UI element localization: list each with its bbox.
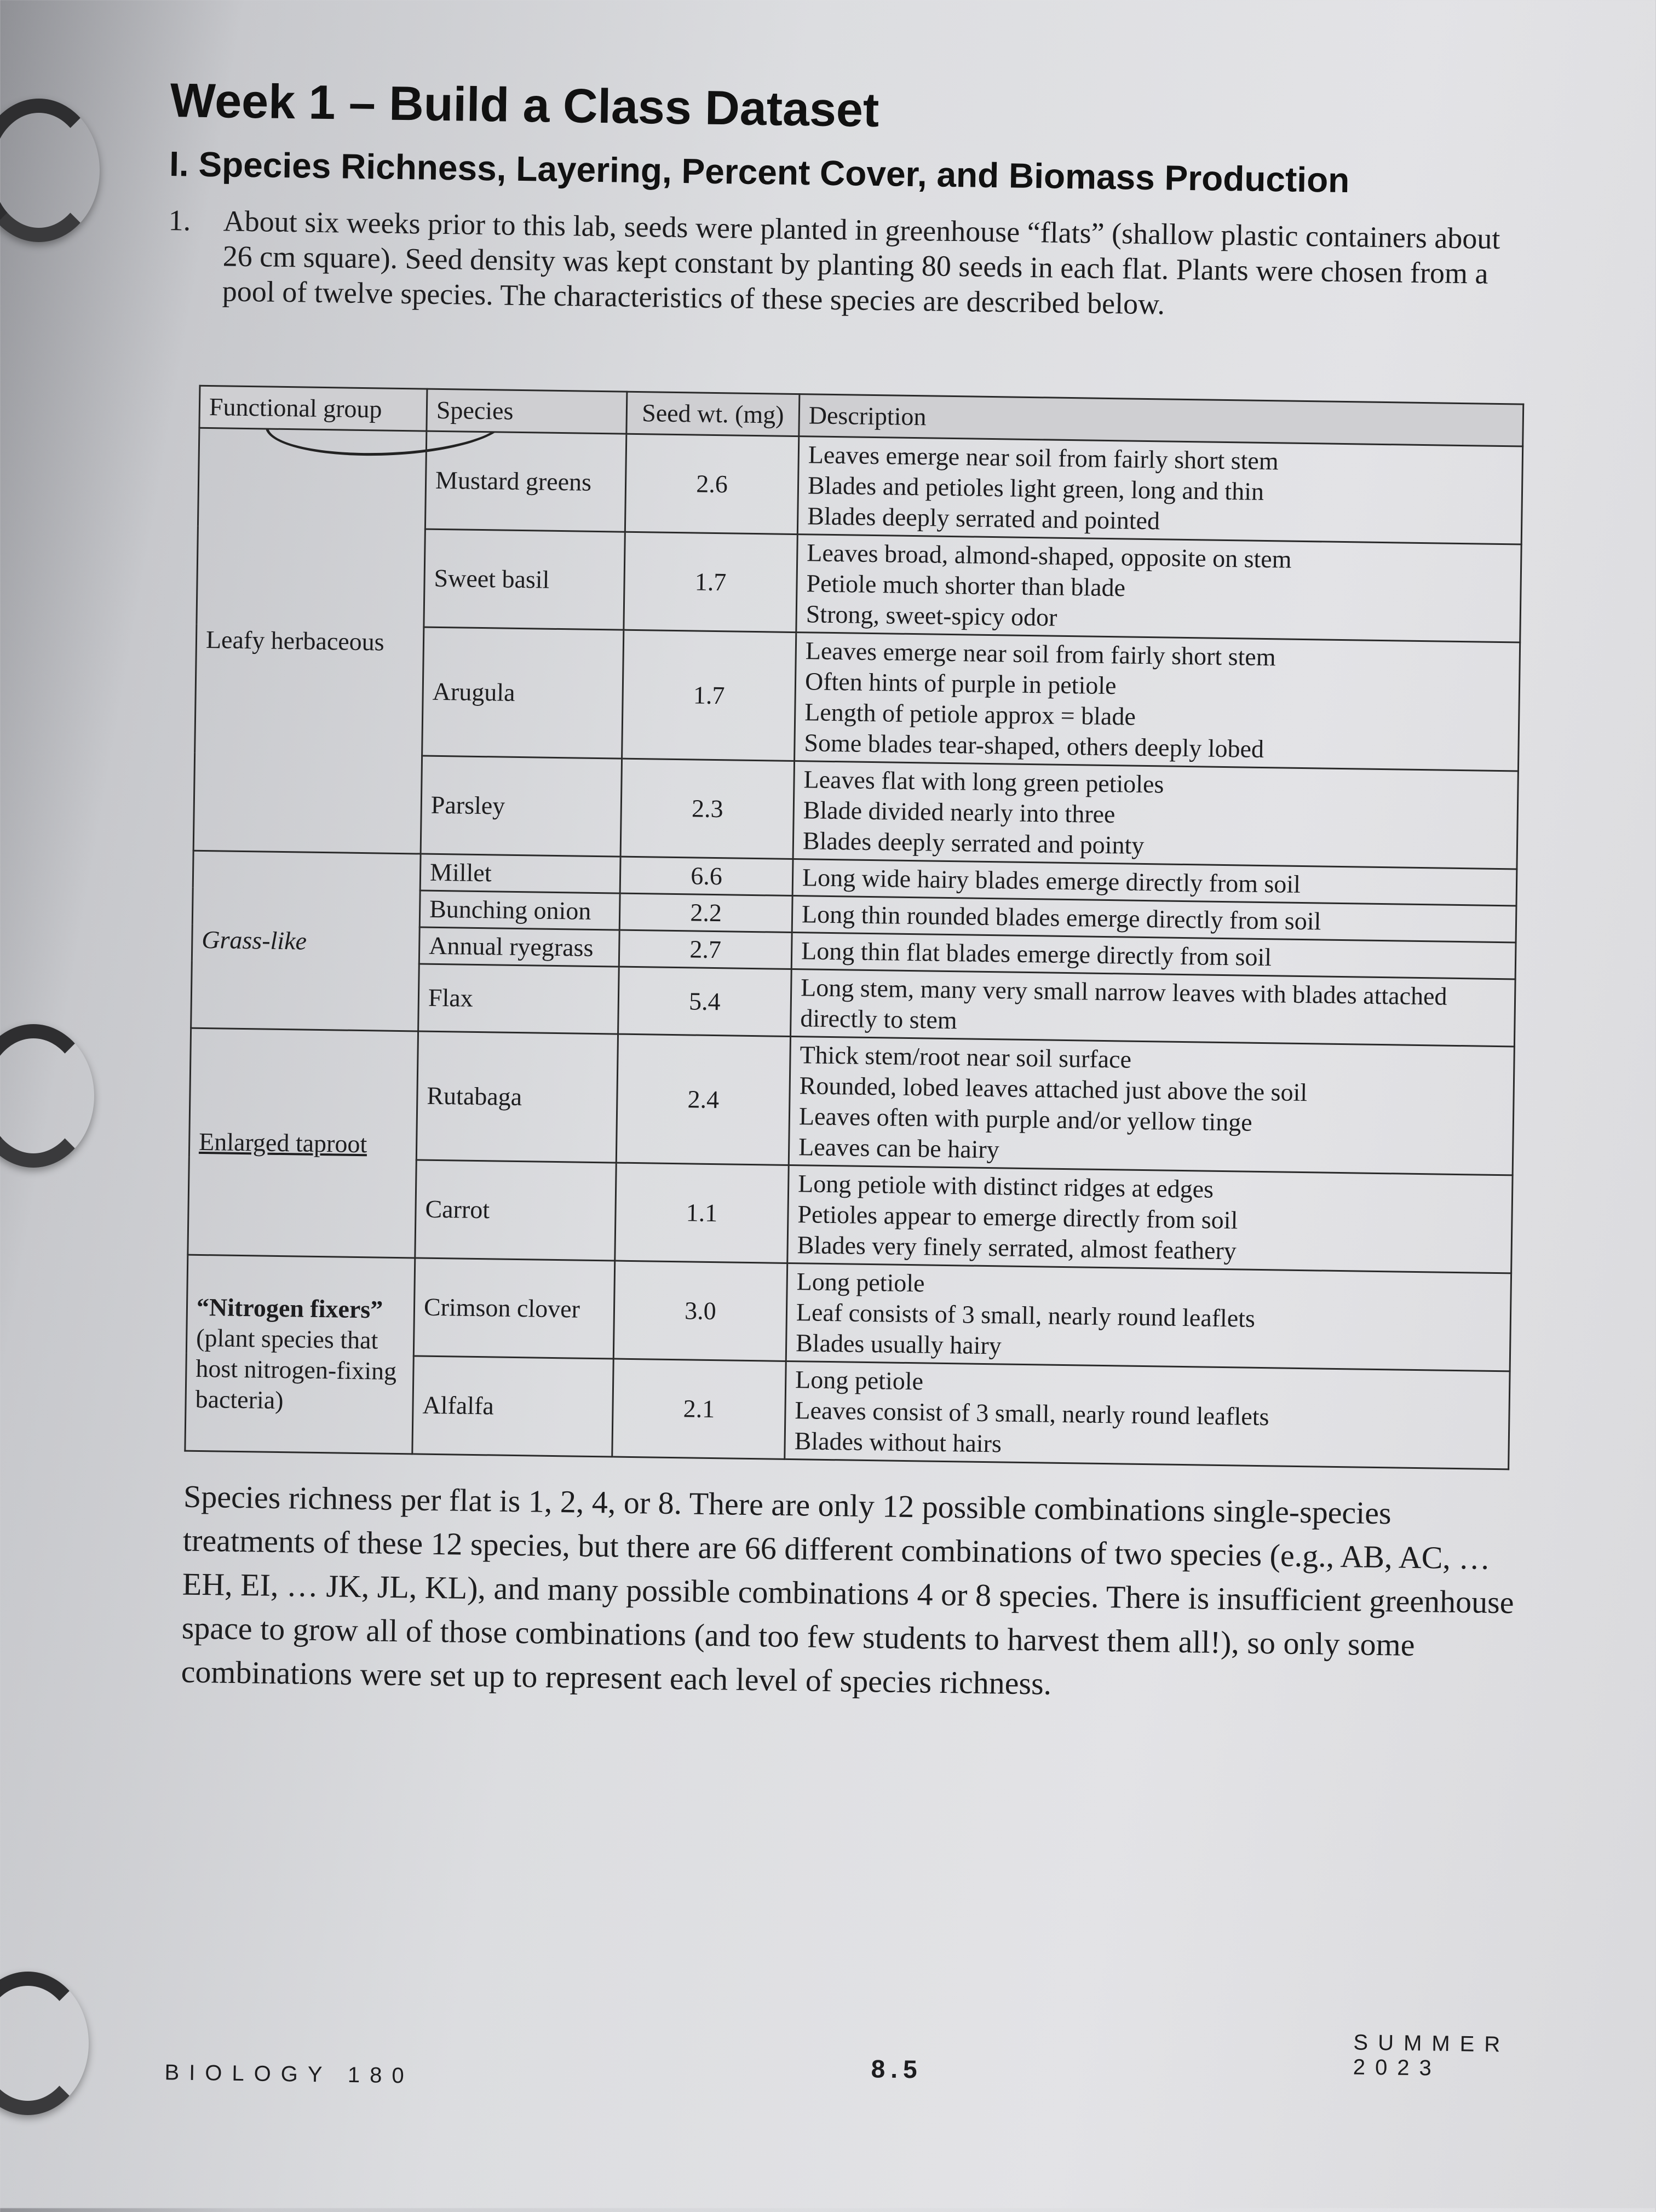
description-line: Long stem, many very small narrow leaves with blades attached directly to stem [800,973,1447,1035]
binder-ring-top [0,99,100,242]
seed-weight-cell: 3.0 [613,1261,787,1361]
species-cell: Mustard greens [425,431,626,532]
description-line: Blade divided nearly into three [803,796,1116,829]
species-cell: Rutabaga [416,1031,618,1163]
seed-weight-cell: 2.3 [620,759,794,859]
seed-weight-cell: 6.6 [620,857,793,895]
intro-paragraph [167,203,1510,326]
seed-weight-cell: 5.4 [618,967,792,1036]
description-line: Leaves can be hairy [798,1133,1000,1164]
description-line: Strong, sweet-spicy odor [806,600,1057,631]
description-cell [797,436,1522,544]
list-number: 1. [168,203,191,237]
description-line: Leaves broad, almond-shaped, opposite on stem [807,538,1292,573]
description-line: Petiole much shorter than blade [806,569,1126,602]
description-cell [785,1361,1510,1469]
description-line: Blades usually hairy [795,1329,1002,1360]
species-cell: Sweet basil [424,529,625,630]
description-line: Some blades tear-shaped, others deeply lobed [804,728,1264,763]
table-row [186,1255,1511,1371]
seed-weight-cell: 2.7 [619,930,792,969]
group-nitrogen-fixers-title: “Nitrogen fixers” [196,1292,383,1324]
description-line: Leaves flat with long green petioles [803,765,1164,798]
description-line: Petioles appear to emerge directly from soil [797,1200,1238,1234]
description-line: Blades deeply serrated and pointy [802,826,1145,859]
species-cell: Crimson clover [413,1258,614,1359]
description-line: Thick stem/root near soil surface [800,1041,1132,1073]
description-cell [789,1036,1514,1175]
binder-ring-middle [0,1024,94,1168]
seed-weight-cell: 2.6 [625,434,798,534]
seed-weight-cell: 2.2 [619,893,792,932]
header-description: Description [799,394,1523,446]
description-line: Leaves often with purple and/or yellow tinge [798,1102,1253,1136]
description-cell [796,535,1521,642]
richness-paragraph: Species richness per flat is 1, 2, 4, or 8. There are only 12 possible combinations single-species treatments of these 12 species, but there are 66 different combinations of two species (e.g., AB, AC, … EH, EI, … JK, JL, KL), and many possible combinations 4 or 8 species. There is insufficient greenhouse space to grow all of those combinations (and too few students to harvest them all!), so only some combinations were set up to represent each level of species richness. [181,1478,1514,1702]
description-line: Long thin rounded blades emerge directly from soil [801,900,1321,935]
seed-weight-cell: 1.7 [622,630,796,761]
footer-term: SUMMER 2023 [1353,2030,1510,2081]
description-cell [791,969,1516,1046]
description-line: Leaves emerge near soil from fairly short stem [808,440,1279,475]
description-line: Blades and petioles light green, long and thin [807,471,1264,505]
description-line: Often hints of purple in petiole [804,667,1117,700]
table-row [189,1028,1514,1175]
footer-page-number: 8.5 [871,2054,923,2084]
description-line: Blades without hairs [794,1427,1002,1458]
group-grass-like-label: Grass-like [202,925,307,955]
description-line: Long petiole [796,1267,925,1297]
seed-weight-cell: 1.7 [624,532,797,632]
description-line: Blades deeply serrated and pointed [807,502,1160,535]
section-heading: I. Species Richness, Layering, Percent Cover, and Biomass Production [169,143,1350,200]
group-enlarged-taproot [188,1028,418,1258]
header-species: Species [427,389,627,434]
species-cell: Millet [420,854,620,893]
header-seed-weight: Seed wt. (mg) [626,392,800,436]
seed-weight-cell: 1.1 [615,1163,789,1263]
page-title: Week 1 – Build a Class Dataset [170,72,879,137]
group-nitrogen-fixers [185,1255,415,1454]
description-cell [793,761,1518,869]
species-cell: Carrot [415,1160,616,1261]
description-cell [795,633,1520,771]
seed-weight-cell: 2.4 [616,1034,790,1165]
description-line: Leaf consists of 3 small, nearly round leaflets [796,1298,1256,1332]
description-line: Rounded, lobed leaves attached just above the soil [799,1071,1308,1107]
species-cell: Parsley [421,756,622,857]
intro-text: About six weeks prior to this lab, seeds were planted in greenhouse “flats” (shallow plastic containers about 26 cm square). Seed density was kept constant by planting 80 seeds in each flat. Plants were chosen from a pool of twelve species. The characteristics of these species are described below. [222,204,1500,321]
description-cell [787,1165,1513,1273]
table-row [198,428,1522,544]
description-line: Long petiole with distinct ridges at edges [797,1169,1214,1203]
description-line: Long wide hairy blades emerge directly from soil [802,863,1301,898]
description-cell [786,1263,1511,1371]
species-cell: Annual ryegrass [419,927,619,967]
group-grass-like [191,851,421,1031]
group-nitrogen-fixers-subtitle: (plant species that host nitrogen-fixing bacteria) [195,1323,397,1414]
group-leafy-herbaceous: Leafy herbaceous [193,428,427,854]
description-line: Long thin flat blades emerge directly from soil [801,936,1272,972]
header-functional-group: Functional group [199,386,427,431]
description-line: Leaves emerge near soil from fairly short stem [805,636,1276,671]
species-cell: Alfalfa [412,1356,613,1457]
species-table [184,385,1524,1470]
species-cell: Flax [418,964,619,1034]
description-line: Blades very finely serrated, almost feathery [797,1231,1237,1265]
footer-course: BIOLOGY 180 [164,2060,414,2088]
species-cell: Bunching onion [419,890,620,930]
seed-weight-cell: 2.1 [612,1359,786,1459]
group-enlarged-taproot-label: Enlarged taproot [198,1127,367,1158]
binder-ring-bottom [0,1972,89,2115]
description-line: Long petiole [795,1365,924,1395]
description-line: Length of petiole approx = blade [804,698,1136,731]
description-line: Leaves consist of 3 small, nearly round leaflets [795,1396,1269,1431]
species-cell: Arugula [422,627,624,759]
document-page [97,55,1638,2212]
